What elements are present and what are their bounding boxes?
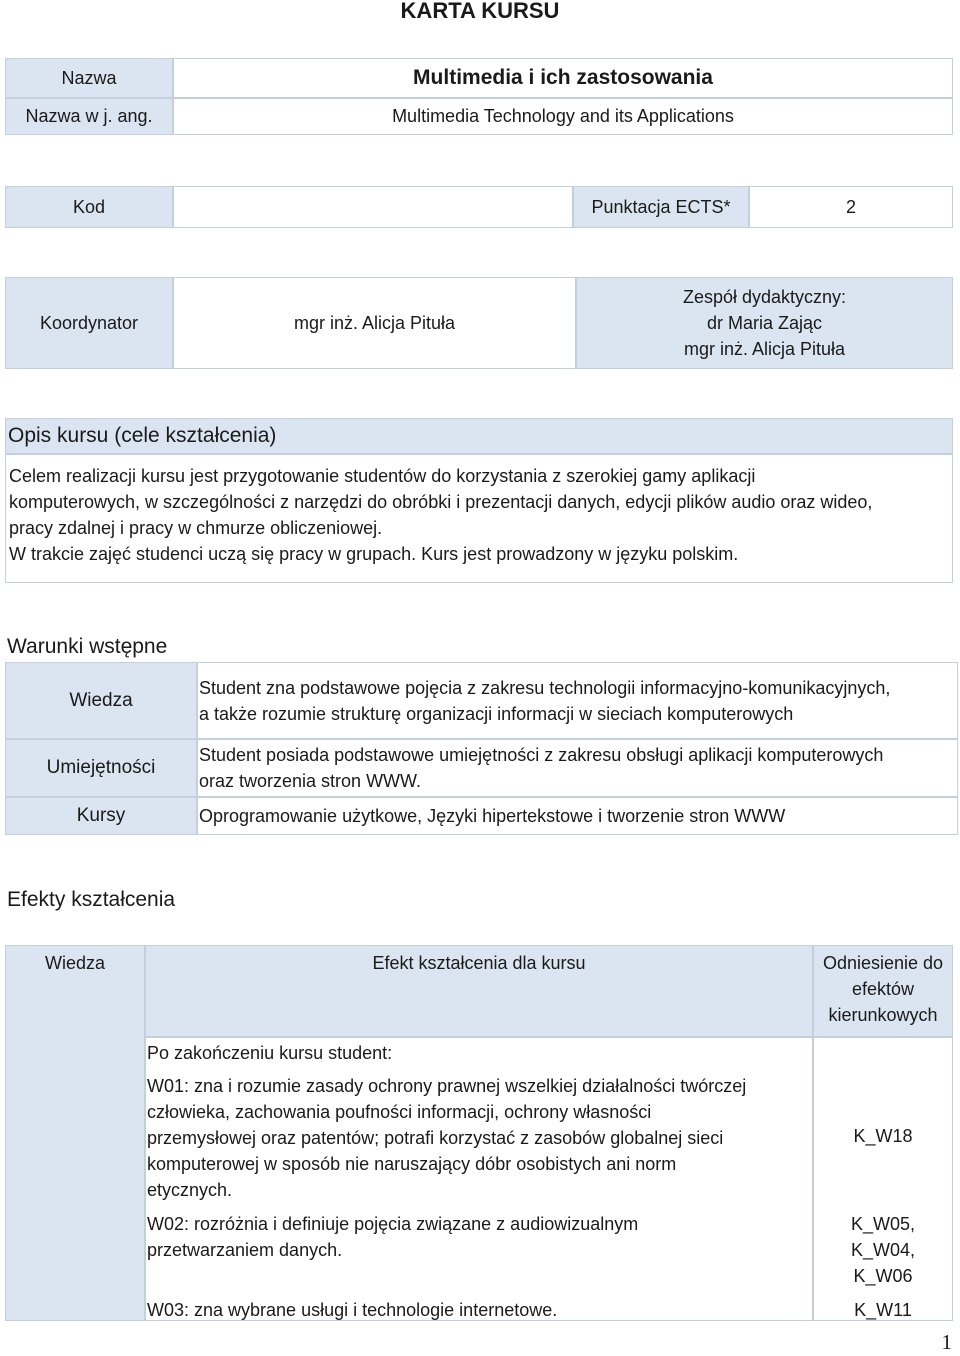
- code-value: [173, 186, 573, 228]
- ref-item: K_W06: [853, 1266, 913, 1286]
- prereq-courses-label: Kursy: [5, 797, 197, 835]
- coordinator-value: mgr inż. Alicja Pituła: [173, 277, 576, 369]
- outcome-line: człowieka, zachowania poufności informacji, ochrony własności: [147, 1102, 652, 1122]
- prereq-knowledge-text: [197, 662, 958, 739]
- description-body: [5, 454, 953, 583]
- prerequisites-heading: Warunki wstępne: [7, 635, 168, 658]
- ref-item: K_W04,: [850, 1240, 916, 1260]
- prereq-line: oraz tworzenia stron WWW.: [199, 771, 422, 791]
- ref-header-line: kierunkowych: [828, 1005, 938, 1025]
- ref-w03: K_W11: [854, 1300, 912, 1320]
- ref-w01: K_W18: [853, 1126, 913, 1146]
- outcomes-heading: Efekty kształcenia: [7, 888, 176, 911]
- name-label: Nazwa: [5, 58, 173, 98]
- course-name-en: Multimedia Technology and its Applications: [173, 98, 953, 135]
- outcomes-ref-header: [813, 945, 953, 1037]
- description-line: W trakcie zajęć studenci uczą się pracy w grupach. Kurs jest prowadzony w języku polskim.: [9, 544, 739, 564]
- prereq-line: Student zna podstawowe pojęcia z zakresu technologii informacyjno-komunikacyjnych,: [199, 677, 891, 698]
- teaching-team: [576, 277, 953, 369]
- ref-w02: [814, 1211, 952, 1289]
- outcome-line: komputerowej w sposób nie naruszający dóbr osobistych ani norm: [147, 1154, 677, 1174]
- prereq-line: a także rozumie strukturę organizacji informacji w sieciach komputerowych: [199, 703, 794, 724]
- ref-header-line: efektów: [851, 979, 915, 999]
- page-number: 1: [941, 1330, 952, 1354]
- outcome-line: etycznych.: [147, 1180, 233, 1200]
- outcomes-intro: Po zakończeniu kursu student:: [147, 1043, 393, 1063]
- prereq-skills-label: Umiejętności: [5, 739, 197, 797]
- page-title: KARTA KURSU: [400, 0, 560, 23]
- prereq-courses-text: [197, 797, 958, 835]
- description-heading: Opis kursu (cele kształcenia): [5, 418, 953, 454]
- outcomes-category: Wiedza: [5, 945, 145, 1321]
- outcomes-effect-header: Efekt kształcenia dla kursu: [145, 945, 813, 1037]
- coordinator-label: Koordynator: [5, 277, 173, 369]
- outcome-w03: [147, 1297, 812, 1323]
- prereq-line: Student posiada podstawowe umiejętności z zakresu obsługi aplikacji komputerowych: [199, 745, 884, 765]
- team-member: dr Maria Zając: [706, 313, 823, 333]
- description-line: pracy zdalnej i pracy w chmurze obliczeniowej.: [9, 518, 383, 538]
- outcome-w02: [147, 1211, 812, 1263]
- prereq-knowledge-label: Wiedza: [5, 662, 197, 739]
- course-name: Multimedia i ich zastosowania: [173, 58, 953, 98]
- ref-item: K_W05,: [850, 1214, 916, 1234]
- outcome-line: przetwarzaniem danych.: [147, 1240, 343, 1260]
- description-line: komputerowych, w szczególności z narzędzi do obróbki i prezentacji danych, edycji plików audio oraz wideo,: [9, 492, 873, 512]
- ref-header-line: Odniesienie do: [822, 953, 944, 973]
- description-line: Celem realizacji kursu jest przygotowanie studentów do korzystania z szerokiej gamy aplikacji: [9, 466, 756, 486]
- outcome-line: W03: zna wybrane usługi i technologie internetowe.: [147, 1300, 558, 1320]
- outcomes-body: [145, 1037, 813, 1321]
- outcome-line: W01: zna i rozumie zasady ochrony prawnej wszelkiej działalności twórczej: [147, 1076, 747, 1096]
- outcome-line: W02: rozróżnia i definiuje pojęcia związane z audiowizualnym: [147, 1214, 639, 1234]
- outcome-line: przemysłowej oraz patentów; potrafi korzystać z zasobów globalnej sieci: [147, 1128, 724, 1148]
- outcomes-refs: [813, 1037, 953, 1321]
- code-label: Kod: [5, 186, 173, 228]
- ects-value: 2: [749, 186, 953, 228]
- prereq-skills-text: [197, 739, 958, 797]
- team-member: mgr inż. Alicja Pituła: [683, 339, 846, 359]
- teaching-team-label: Zespół dydaktyczny:: [682, 287, 847, 307]
- prereq-line: Oprogramowanie użytkowe, Języki hipertekstowe i tworzenie stron WWW: [199, 805, 786, 826]
- name-en-label: Nazwa w j. ang.: [5, 98, 173, 135]
- outcome-w01: [147, 1073, 812, 1203]
- ects-label: Punktacja ECTS*: [573, 186, 749, 228]
